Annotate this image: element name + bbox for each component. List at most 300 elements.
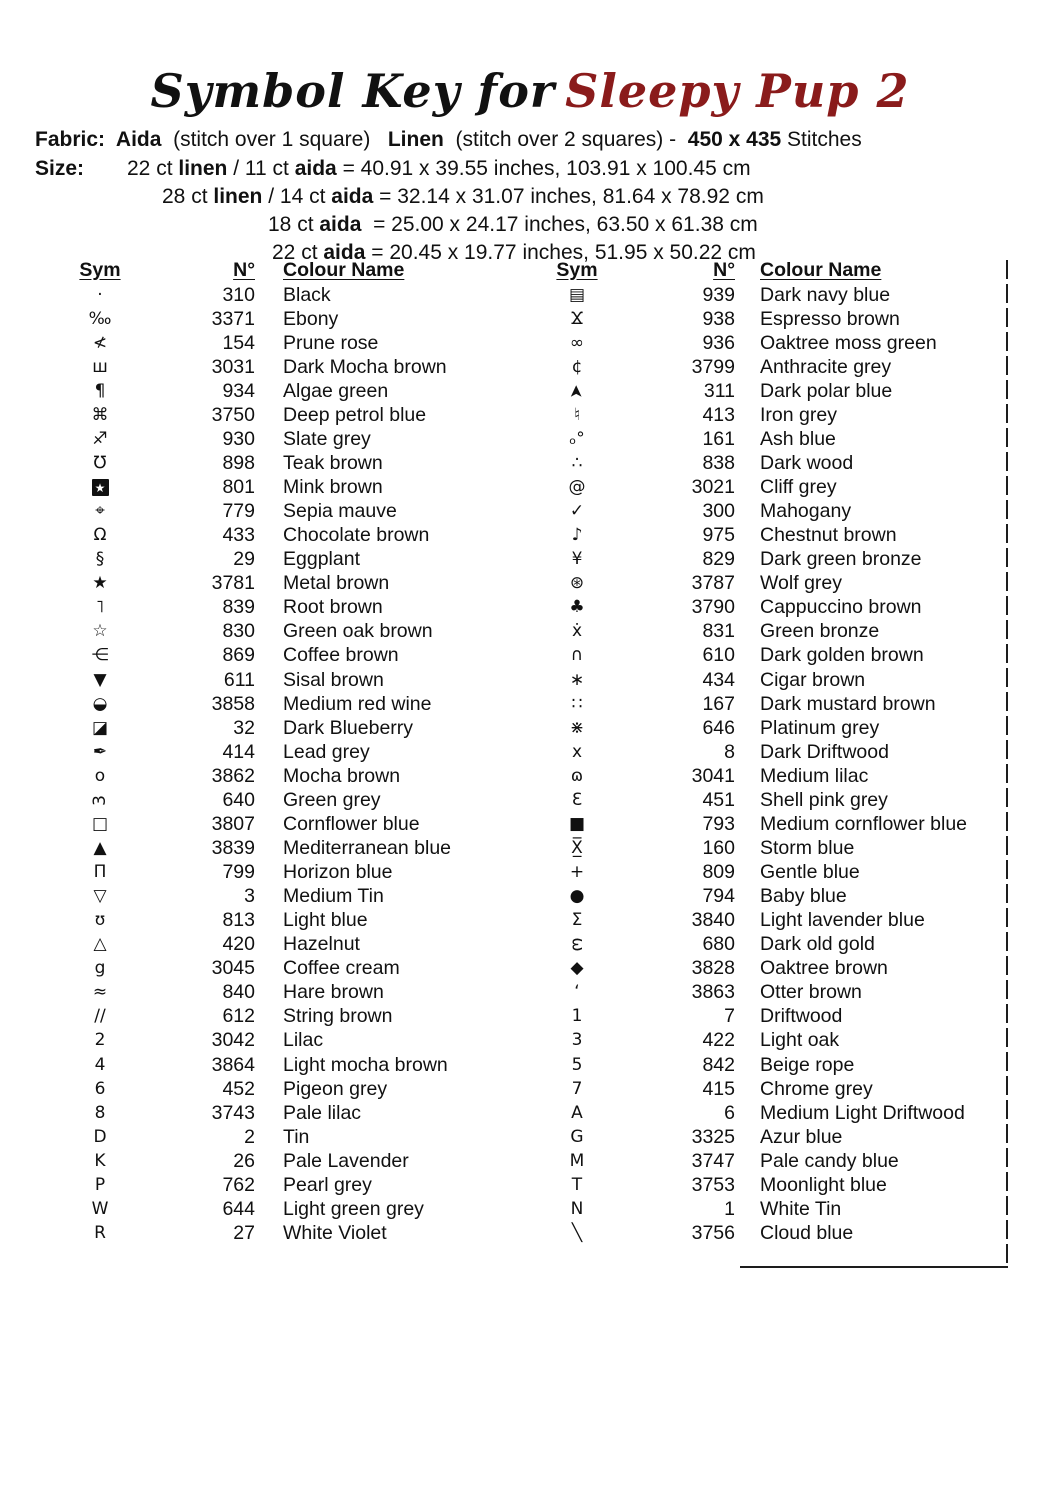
symbol-glyph: +: [569, 862, 585, 883]
colour-number: 839: [222, 596, 255, 619]
colour-number: 762: [222, 1173, 255, 1196]
colour-number: 794: [702, 885, 735, 908]
text: 22 ct: [127, 157, 179, 180]
header-sym: Sym: [556, 258, 598, 281]
key-row: [76, 403, 546, 427]
symbol-glyph: ★: [92, 573, 108, 594]
colour-number: 422: [702, 1029, 735, 1052]
colour-name: Cigar brown: [760, 668, 866, 691]
colour-number: 3371: [211, 307, 255, 330]
key-row: [76, 1029, 546, 1053]
page-title: [0, 64, 1060, 118]
key-row: [553, 403, 1008, 427]
key-row: [76, 909, 546, 933]
colour-name: Black: [283, 283, 331, 306]
text: = 32.14 x 31.07 inches, 81.64 x 78.92 cm: [373, 185, 764, 208]
key-row: [76, 307, 546, 331]
colour-name: Dark Mocha brown: [283, 355, 447, 378]
key-row: [76, 957, 546, 981]
bold-text: Fabric:: [35, 128, 116, 151]
colour-name: Green grey: [283, 788, 381, 811]
key-row: [76, 1197, 546, 1221]
key-row: [553, 1197, 1008, 1221]
colour-name: Tin: [283, 1125, 310, 1148]
key-row: [553, 355, 1008, 379]
colour-name: Pale lilac: [283, 1101, 362, 1124]
colour-number: 3799: [691, 355, 735, 378]
symbol-glyph: ω: [567, 937, 588, 952]
colour-number: 3839: [211, 836, 255, 859]
key-row: [553, 427, 1008, 451]
bold-text: linen: [178, 157, 228, 180]
symbol-glyph: ⌖: [95, 501, 105, 522]
symbol-glyph: ◆: [570, 958, 584, 979]
colour-number: 3021: [691, 476, 735, 499]
symbol-glyph: ₒ°: [569, 428, 585, 449]
symbol-glyph: D: [93, 1126, 107, 1147]
key-row: [553, 836, 1008, 860]
colour-number: 26: [233, 1149, 255, 1172]
bold-text: 450 x 435: [687, 128, 782, 151]
colour-name: Medium Tin: [283, 885, 384, 908]
key-row: [76, 379, 546, 403]
symbol-glyph: ♣: [569, 597, 585, 618]
symbol-glyph: o: [94, 765, 106, 786]
colour-name: Light oak: [760, 1029, 840, 1052]
key-row: [553, 933, 1008, 957]
colour-number: 8: [724, 740, 735, 763]
size-label: Size:: [35, 157, 85, 180]
colour-number: 3753: [691, 1173, 735, 1196]
key-row: [553, 1221, 1008, 1245]
symbol-glyph: ¥: [571, 549, 583, 570]
symbol-glyph: ╲: [571, 1222, 583, 1243]
colour-number: 310: [222, 283, 255, 306]
colour-name: Espresso brown: [760, 307, 900, 330]
bold-text: Linen: [387, 128, 444, 151]
key-row: [553, 981, 1008, 1005]
colour-number: 611: [223, 668, 255, 691]
bold-text: aida: [319, 213, 362, 236]
key-row: [76, 861, 546, 885]
symbol-glyph: N: [570, 1198, 584, 1219]
colour-name: Hazelnut: [283, 933, 360, 956]
symbol-glyph: ≮: [92, 332, 108, 353]
symbol-glyph: @: [568, 477, 586, 498]
colour-number: 801: [222, 476, 255, 499]
colour-name: Pigeon grey: [283, 1077, 388, 1100]
colour-name: Slate grey: [283, 427, 371, 450]
colour-name: Mink brown: [283, 476, 383, 499]
colour-name: Dark navy blue: [760, 283, 891, 306]
key-row: [76, 1173, 546, 1197]
colour-number: 27: [233, 1221, 255, 1244]
colour-number: 938: [702, 307, 735, 330]
colour-name: Green oak brown: [283, 620, 433, 643]
colour-number: 936: [702, 331, 735, 354]
symbol-glyph: ■: [568, 813, 586, 834]
colour-name: Chestnut brown: [760, 524, 897, 547]
bold-text: aida: [294, 157, 337, 180]
colour-name: Lilac: [283, 1029, 324, 1052]
colour-number: 831: [702, 620, 735, 643]
symbol-glyph: ⋲: [91, 645, 109, 666]
symbol-glyph: △: [93, 934, 107, 955]
colour-name: Azur blue: [760, 1125, 843, 1148]
colour-name: Driftwood: [760, 1005, 843, 1028]
symbol-glyph: ⊛: [569, 573, 585, 594]
colour-number: 413: [702, 403, 735, 426]
colour-name: Platinum grey: [760, 716, 880, 739]
colour-number: 452: [222, 1077, 255, 1100]
colour-name: Sisal brown: [283, 668, 384, 691]
colour-name: Metal brown: [283, 572, 390, 595]
size-line-3: [268, 213, 758, 237]
colour-name: Sepia mauve: [283, 500, 397, 523]
colour-name: Baby blue: [760, 885, 847, 908]
colour-name: Light green grey: [283, 1197, 424, 1220]
text: Stitches: [781, 128, 862, 151]
colour-name: Dark Blueberry: [283, 716, 414, 739]
key-row: [553, 596, 1008, 620]
colour-number: 3862: [211, 764, 255, 787]
colour-name: Light blue: [283, 909, 368, 932]
key-row: [76, 1101, 546, 1125]
colour-number: 646: [702, 716, 735, 739]
symbol-glyph: G: [570, 1126, 584, 1147]
colour-number: 3781: [211, 572, 255, 595]
symbol-glyph: ≈: [92, 982, 108, 1003]
key-row: [553, 1149, 1008, 1173]
key-row: [76, 788, 546, 812]
key-header-right: [553, 258, 1008, 282]
colour-name: White Violet: [283, 1221, 387, 1244]
symbol-glyph: ⋇: [569, 717, 585, 738]
key-row: [553, 716, 1008, 740]
colour-number: 3045: [211, 957, 255, 980]
symbol-glyph: P: [94, 1174, 106, 1195]
key-row: [76, 524, 546, 548]
symbol-glyph: ▼: [93, 669, 107, 690]
colour-number: 640: [222, 788, 255, 811]
colour-name: Medium red wine: [283, 692, 432, 715]
key-row: [553, 451, 1008, 475]
key-column-right: [553, 283, 1008, 1246]
colour-name: Dark polar blue: [760, 379, 893, 402]
symbol-glyph: ◪: [91, 717, 109, 738]
colour-number: 29: [233, 548, 255, 571]
key-header-left: [76, 258, 546, 282]
text: (stitch over 1 square): [161, 128, 388, 151]
key-row: [76, 451, 546, 475]
text: (stitch over 2 squares) -: [443, 128, 688, 151]
key-row: [76, 620, 546, 644]
symbol-glyph: ★: [92, 479, 109, 496]
colour-number: 167: [702, 692, 735, 715]
key-row: [553, 1173, 1008, 1197]
colour-name: Pale Lavender: [283, 1149, 409, 1172]
colour-number: 3807: [211, 812, 255, 835]
key-row: [553, 909, 1008, 933]
colour-number: 161: [702, 427, 735, 450]
key-row: [553, 1053, 1008, 1077]
colour-number: 3042: [211, 1029, 255, 1052]
key-row: [553, 476, 1008, 500]
symbol-glyph: ♪: [571, 525, 583, 546]
colour-number: 840: [222, 981, 255, 1004]
colour-name: Algae green: [283, 379, 389, 402]
colour-name: Cliff grey: [760, 476, 837, 499]
colour-number: 6: [724, 1101, 735, 1124]
colour-name: White Tin: [760, 1197, 842, 1220]
key-row: [76, 1005, 546, 1029]
colour-name: Dark green bronze: [760, 548, 922, 571]
symbol-glyph: ▲: [93, 837, 107, 858]
key-column-left: [76, 283, 546, 1246]
symbol-glyph: Σ: [571, 910, 583, 931]
colour-number: 32: [233, 716, 255, 739]
key-row: [76, 500, 546, 524]
symbol-glyph: ẋ: [571, 621, 583, 642]
key-row: [553, 500, 1008, 524]
colour-name: Cornflower blue: [283, 812, 420, 835]
colour-name: Medium lilac: [760, 764, 869, 787]
symbol-glyph: ☆: [92, 621, 108, 642]
colour-name: Dark old gold: [760, 933, 875, 956]
colour-number: 612: [222, 1005, 255, 1028]
key-row: [553, 957, 1008, 981]
colour-name: Beige rope: [760, 1053, 855, 1076]
symbol-glyph: Π: [93, 862, 107, 883]
symbol-glyph: ✓: [569, 501, 585, 522]
colour-name: Anthracite grey: [760, 355, 892, 378]
size-line-1: [127, 157, 751, 181]
symbol-glyph: ℧: [93, 452, 107, 473]
symbol-glyph: ✒: [92, 741, 108, 762]
colour-number: 3787: [691, 572, 735, 595]
colour-number: 3747: [691, 1149, 735, 1172]
colour-name: Lead grey: [283, 740, 370, 763]
colour-name: Root brown: [283, 596, 383, 619]
symbol-glyph: ∷: [571, 693, 583, 714]
header-number: N°: [713, 258, 735, 281]
colour-number: 3031: [211, 355, 255, 378]
colour-number: 793: [702, 812, 735, 835]
symbol-glyph: x: [571, 741, 583, 762]
colour-name: Cappuccino brown: [760, 596, 922, 619]
colour-number: 3325: [691, 1125, 735, 1148]
symbol-glyph: 6: [94, 1078, 106, 1099]
fabric-line: [35, 128, 862, 152]
colour-number: 415: [702, 1077, 735, 1100]
key-row: [553, 620, 1008, 644]
colour-name: Medium Light Driftwood: [760, 1101, 965, 1124]
symbol-glyph: □: [91, 813, 109, 834]
colour-name: Dark golden brown: [760, 644, 924, 667]
symbol-glyph: ∞: [569, 332, 585, 353]
colour-name: Hare brown: [283, 981, 384, 1004]
key-row: [76, 283, 546, 307]
text: = 25.00 x 24.17 inches, 63.50 x 61.38 cm: [361, 213, 758, 236]
colour-name: Dark mustard brown: [760, 692, 936, 715]
symbol-glyph: ∴: [571, 452, 583, 473]
symbol-glyph: §: [95, 549, 105, 570]
colour-name: Green bronze: [760, 620, 880, 643]
key-row: [76, 740, 546, 764]
colour-number: 842: [702, 1053, 735, 1076]
symbol-glyph: ▤: [568, 284, 586, 305]
pattern-name: Sleepy Pup 2: [565, 64, 910, 118]
symbol-glyph: ш: [92, 356, 108, 377]
colour-name: Pearl grey: [283, 1173, 372, 1196]
symbol-glyph: 1: [571, 1006, 583, 1027]
colour-name: Ash blue: [760, 427, 836, 450]
colour-number: 2: [244, 1125, 255, 1148]
colour-number: 7: [724, 1005, 735, 1028]
symbol-glyph: ɷ: [570, 765, 584, 786]
colour-number: 809: [702, 861, 735, 884]
header-number: N°: [233, 258, 255, 281]
colour-number: 311: [703, 379, 735, 402]
colour-name: Wolf grey: [760, 572, 842, 595]
colour-number: 610: [702, 644, 735, 667]
colour-name: Cloud blue: [760, 1221, 854, 1244]
text: = 40.91 x 39.55 inches, 103.91 x 100.45 cm: [336, 157, 751, 180]
header-colour-name: Colour Name: [760, 258, 882, 281]
colour-name: Mocha brown: [283, 764, 401, 787]
symbol-glyph: ‘: [574, 982, 580, 1003]
symbol-glyph: ʊ: [94, 910, 106, 931]
colour-number: 420: [222, 933, 255, 956]
text: / 14 ct: [262, 185, 332, 208]
symbol-glyph: 2: [94, 1030, 106, 1051]
colour-name: Mediterranean blue: [283, 836, 452, 859]
key-row: [553, 283, 1008, 307]
symbol-glyph: Ω: [93, 525, 107, 546]
symbol-glyph: ▽: [93, 886, 107, 907]
key-row: [76, 981, 546, 1005]
header-colour-name: Colour Name: [283, 258, 405, 281]
text: = 20.45 x 19.77 inches, 51.95 x 50.22 cm: [365, 241, 756, 264]
colour-name: Dark wood: [760, 451, 854, 474]
symbol-glyph: ∗: [569, 669, 585, 690]
symbol-glyph: 3: [571, 1030, 583, 1051]
colour-number: 838: [702, 451, 735, 474]
colour-number: 939: [702, 283, 735, 306]
colour-name: Dark Driftwood: [760, 740, 889, 763]
colour-number: 813: [222, 909, 255, 932]
key-row: [553, 740, 1008, 764]
symbol-glyph: X̲̅: [571, 837, 583, 858]
colour-number: 830: [222, 620, 255, 643]
colour-number: 160: [702, 836, 735, 859]
colour-number: 434: [702, 668, 735, 691]
key-row: [553, 1005, 1008, 1029]
symbol-glyph: ⌘: [91, 404, 109, 425]
colour-name: Otter brown: [760, 981, 862, 1004]
colour-number: 3858: [211, 692, 255, 715]
colour-name: Prune rose: [283, 331, 379, 354]
colour-number: 3790: [691, 596, 735, 619]
text: 18 ct: [268, 213, 320, 236]
title-prefix: Symbol Key for: [150, 64, 556, 118]
colour-name: Iron grey: [760, 403, 837, 426]
symbol-glyph: 7: [571, 1078, 583, 1099]
colour-number: 3041: [691, 764, 735, 787]
colour-name: Eggplant: [283, 548, 360, 571]
colour-name: Chrome grey: [760, 1077, 873, 1100]
colour-number: 779: [222, 500, 255, 523]
colour-name: Horizon blue: [283, 861, 393, 884]
symbol-glyph: ♐: [92, 428, 108, 449]
colour-name: Storm blue: [760, 836, 855, 859]
symbol-glyph: ♮: [573, 404, 581, 425]
key-row: [553, 885, 1008, 909]
key-row: [76, 668, 546, 692]
colour-number: 3828: [691, 957, 735, 980]
key-row: [76, 812, 546, 836]
colour-number: 451: [702, 788, 735, 811]
colour-name: Oaktree moss green: [760, 331, 937, 354]
colour-number: 3: [244, 885, 255, 908]
symbol-glyph: R: [94, 1222, 106, 1243]
key-row: [76, 1053, 546, 1077]
colour-name: Pale candy blue: [760, 1149, 899, 1172]
key-row: [76, 1221, 546, 1245]
colour-number: 799: [222, 861, 255, 884]
symbol-glyph: K: [94, 1150, 106, 1171]
table-right-border: [1006, 260, 1008, 1268]
key-row: [553, 668, 1008, 692]
bold-text: aida: [331, 185, 374, 208]
colour-number: 433: [222, 524, 255, 547]
text: 22 ct: [272, 241, 324, 264]
colour-name: Medium cornflower blue: [760, 812, 968, 835]
colour-number: 1: [724, 1197, 735, 1220]
colour-name: String brown: [283, 1005, 393, 1028]
symbol-glyph: ·: [97, 284, 103, 305]
key-row: [76, 764, 546, 788]
colour-number: 3750: [211, 403, 255, 426]
colour-number: 930: [222, 427, 255, 450]
symbol-glyph: ➤: [566, 384, 587, 399]
bold-text: Aida: [115, 128, 162, 151]
key-row: [553, 764, 1008, 788]
colour-name: Chocolate brown: [283, 524, 430, 547]
colour-number: 644: [222, 1197, 255, 1220]
key-row: [76, 1077, 546, 1101]
colour-number: 898: [222, 451, 255, 474]
colour-number: 154: [222, 331, 255, 354]
key-row: [76, 644, 546, 668]
key-row: [553, 307, 1008, 331]
colour-number: 300: [702, 500, 735, 523]
key-row: [553, 1101, 1008, 1125]
table-bottom-border: [740, 1266, 1008, 1268]
key-row: [553, 1077, 1008, 1101]
colour-number: 3756: [691, 1221, 735, 1244]
key-row: [553, 1029, 1008, 1053]
text: / 11 ct: [227, 157, 295, 180]
key-row: [553, 572, 1008, 596]
colour-name: Coffee cream: [283, 957, 400, 980]
symbol-glyph: ˥: [95, 597, 105, 618]
colour-number: 680: [702, 933, 735, 956]
colour-name: Moonlight blue: [760, 1173, 887, 1196]
symbol-glyph: A: [571, 1102, 583, 1123]
key-row: [76, 596, 546, 620]
colour-name: Deep petrol blue: [283, 403, 427, 426]
